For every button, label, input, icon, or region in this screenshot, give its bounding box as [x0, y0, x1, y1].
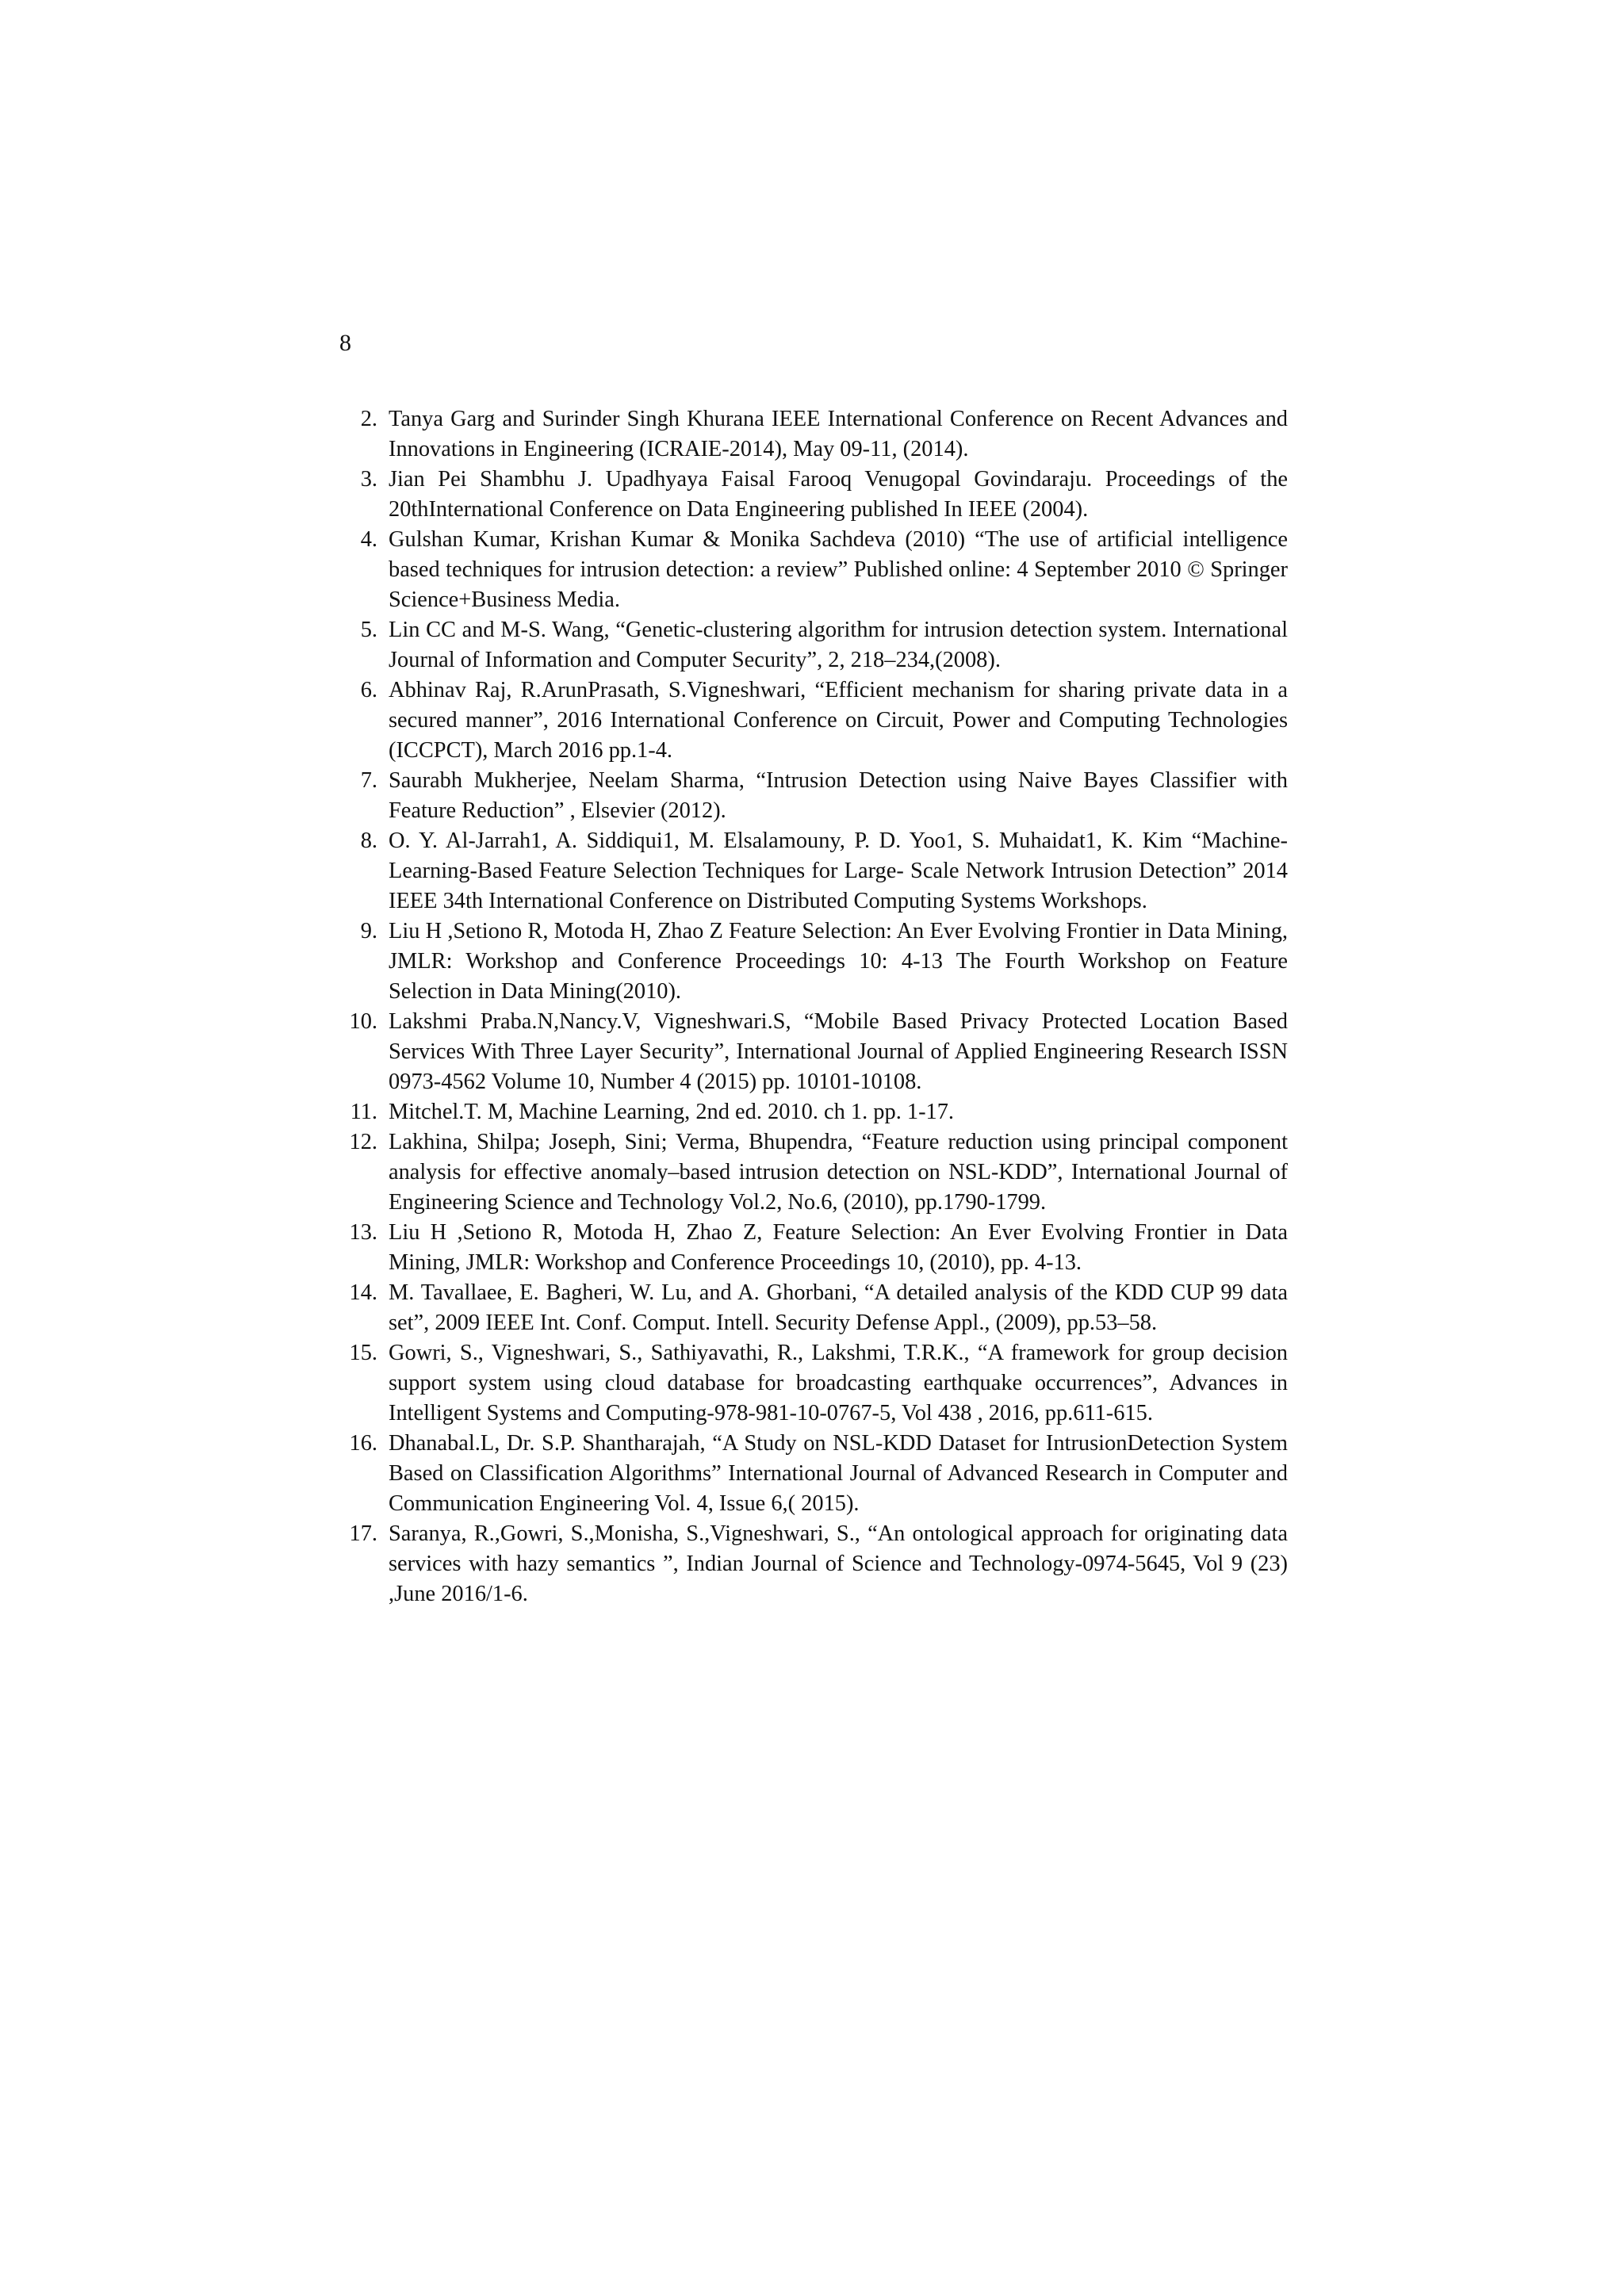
reference-number: 8.	[360, 828, 377, 853]
reference-text: Saurabh Mukherjee, Neelam Sharma, “Intrusion Detection using Naive Bayes Classifier with Feature Reduction” , Elsevier (2012).	[389, 768, 1288, 823]
reference-list	[349, 404, 1288, 1609]
reference-item	[349, 404, 1288, 465]
reference-number: 11.	[350, 1100, 377, 1124]
reference-text: Lakhina, Shilpa; Joseph, Sini; Verma, Bhupendra, “Feature reduction using principal component analysis for effective anomaly–based intrusion detection on NSL-KDD”, International Journal of Engineering Science and Technology Vol.2, No.6, (2010), pp.1790-1799.	[389, 1130, 1288, 1215]
reference-text: M. Tavallaee, E. Bagheri, W. Lu, and A. Ghorbani, “A detailed analysis of the KDD CUP 99 data set”, 2009 IEEE Int. Conf. Comput. Intell. Security Defense Appl., (2009), pp.53–58.	[389, 1280, 1288, 1335]
reference-number: 12.	[349, 1130, 377, 1154]
reference-item	[349, 826, 1288, 916]
reference-number: 15.	[349, 1341, 377, 1365]
reference-number: 10.	[349, 1009, 377, 1034]
reference-item	[349, 1127, 1288, 1218]
reference-number: 7.	[360, 768, 377, 793]
reference-item	[349, 1338, 1288, 1429]
reference-item	[349, 1278, 1288, 1338]
reference-text: Liu H ,Setiono R, Motoda H, Zhao Z Feature Selection: An Ever Evolving Frontier in Data Mining, JMLR: Workshop and Conference Proceedings 10: 4-13 The Fourth Workshop on Feature Selection in Data Mining(2010).	[389, 919, 1288, 1004]
reference-number: 14.	[349, 1280, 377, 1305]
reference-number: 4.	[360, 527, 377, 552]
reference-text: Lakshmi Praba.N,Nancy.V, Vigneshwari.S, “Mobile Based Privacy Protected Location Based Services With Three Layer Security”, International Journal of Applied Engineering Research ISSN 0973-4562 Volume 10, Number 4 (2015) pp. 10101-10108.	[389, 1009, 1288, 1094]
reference-item	[349, 1429, 1288, 1519]
reference-item	[349, 615, 1288, 675]
reference-item	[349, 766, 1288, 826]
reference-item	[349, 1519, 1288, 1609]
reference-text: Gulshan Kumar, Krishan Kumar & Monika Sachdeva (2010) “The use of artificial intelligence based techniques for intrusion detection: a review” Published online: 4 September 2010 © Springer Science+Business Media.	[389, 527, 1288, 612]
reference-text: Gowri, S., Vigneshwari, S., Sathiyavathi, R., Lakshmi, T.R.K., “A framework for group decision support system using cloud database for broadcasting earthquake occurrences”, Advances in Intelligent Systems and Computing-978-981-10-0767-5, Vol 438 , 2016, pp.611-615.	[389, 1341, 1288, 1425]
reference-number: 17.	[349, 1521, 377, 1546]
reference-item	[349, 675, 1288, 766]
reference-item	[349, 465, 1288, 525]
reference-number: 2.	[360, 407, 377, 431]
reference-number: 3.	[360, 467, 377, 492]
reference-text: Dhanabal.L, Dr. S.P. Shantharajah, “A Study on NSL-KDD Dataset for IntrusionDetection System Based on Classification Algorithms” International Journal of Advanced Research in Computer and Communication Engineering Vol. 4, Issue 6,( 2015).	[389, 1431, 1288, 1516]
reference-item	[349, 1007, 1288, 1097]
page-number: 8	[339, 330, 351, 356]
reference-item	[349, 916, 1288, 1007]
reference-item	[349, 1218, 1288, 1278]
reference-text: O. Y. Al-Jarrah1, A. Siddiqui1, M. Elsalamouny, P. D. Yoo1, S. Muhaidat1, K. Kim “Machine- Learning-Based Feature Selection Techniques for Large- Scale Network Intrusion Detection” 2014 IEEE 34th International Conference on Distributed Computing Systems Workshops.	[389, 828, 1288, 913]
reference-item	[349, 525, 1288, 615]
reference-text: Abhinav Raj, R.ArunPrasath, S.Vigneshwari, “Efficient mechanism for sharing private data in a secured manner”, 2016 International Conference on Circuit, Power and Computing Technologies (ICCPCT), March 2016 pp.1-4.	[389, 678, 1288, 763]
reference-number: 13.	[349, 1220, 377, 1245]
reference-text: Liu H ,Setiono R, Motoda H, Zhao Z, Feature Selection: An Ever Evolving Frontier in Data Mining, JMLR: Workshop and Conference Proceedings 10, (2010), pp. 4-13.	[389, 1220, 1288, 1275]
reference-text: Tanya Garg and Surinder Singh Khurana IEEE International Conference on Recent Advances and Innovations in Engineering (ICRAIE-2014), May 09-11, (2014).	[389, 407, 1288, 461]
reference-text: Jian Pei Shambhu J. Upadhyaya Faisal Farooq Venugopal Govindaraju. Proceedings of the 20thInternational Conference on Data Engineering published In IEEE (2004).	[389, 467, 1288, 522]
reference-number: 5.	[360, 618, 377, 642]
reference-text: Lin CC and M-S. Wang, “Genetic-clustering algorithm for intrusion detection system. International Journal of Information and Computer Security”, 2, 218–234,(2008).	[389, 618, 1288, 672]
reference-item	[349, 1097, 1288, 1127]
reference-text: Mitchel.T. M, Machine Learning, 2nd ed. 2010. ch 1. pp. 1-17.	[389, 1100, 955, 1124]
reference-text: Saranya, R.,Gowri, S.,Monisha, S.,Vigneshwari, S., “An ontological approach for originating data services with hazy semantics ”, Indian Journal of Science and Technology-0974-5645, Vol 9 (23) ,June 2016/1-6.	[389, 1521, 1288, 1606]
reference-number: 16.	[349, 1431, 377, 1456]
reference-number: 6.	[360, 678, 377, 702]
reference-number: 9.	[360, 919, 377, 943]
